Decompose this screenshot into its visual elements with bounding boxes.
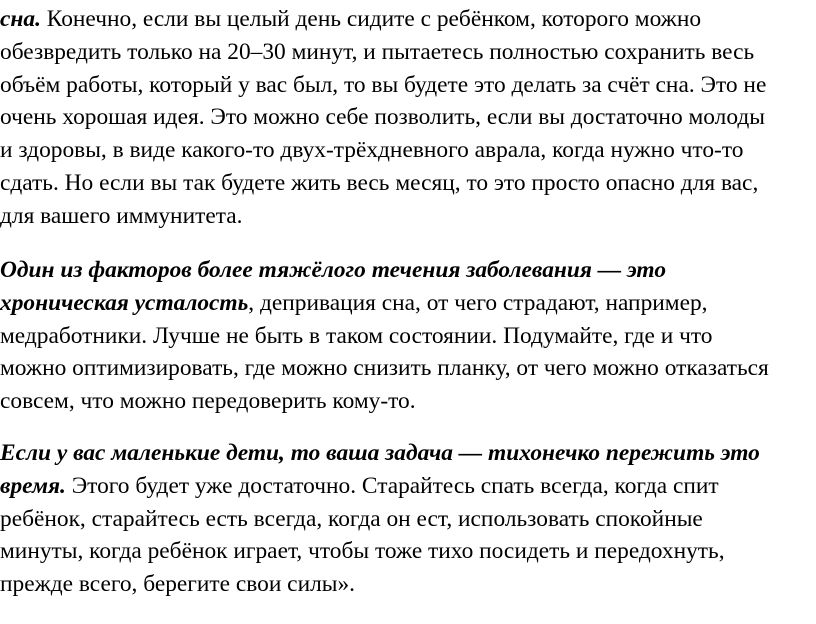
emphasis-text: хроническая усталость: [0, 289, 249, 316]
body-text: ребёнок, старайтесь есть всегда, когда он ест, использовать спокойные: [0, 505, 703, 532]
text-line: [0, 535, 725, 568]
text-line: [0, 352, 769, 385]
text-line: [0, 254, 666, 287]
body-text: Этого будет уже достаточно. Старайтесь спать всегда, когда спит: [65, 472, 719, 499]
body-text: обезвредить только на 20–30 минут, и пытаетесь полностью сохранить весь: [0, 38, 755, 65]
text-line: [0, 3, 701, 36]
emphasis-text: Если у вас маленькие дети, то ваша задача — тихонечко пережить это: [0, 440, 760, 466]
body-text: и здоровы, в виде какого-то двух-трёхдневного аврала, когда нужно что-то: [0, 137, 744, 164]
body-text: сдать. Но если вы так будете жить весь месяц, то это просто опасно для вас,: [0, 170, 759, 196]
body-text: можно оптимизировать, где можно снизить планку, от чего можно отказаться: [0, 355, 769, 382]
text-line: [0, 470, 719, 503]
body-text: совсем, что можно передоверить кому-то.: [0, 388, 416, 415]
text-line: [0, 134, 743, 167]
text-line: [0, 568, 355, 601]
text-line: [0, 385, 416, 418]
text-line: [0, 287, 708, 320]
text-line: [0, 69, 766, 102]
body-text: объём работы, который у вас был, то вы будете это делать за счёт сна. Это не: [0, 71, 767, 98]
text-line: [0, 36, 754, 69]
body-text: очень хорошая идея. Это можно себе позволить, если вы достаточно молоды: [0, 104, 765, 131]
body-text: минуты, когда ребёнок играет, чтобы тоже тихо посидеть и передохнуть,: [0, 538, 725, 565]
body-text: медработники. Лучше не быть в таком состоянии. Подумайте, где и что: [0, 322, 713, 349]
text-line: [0, 101, 765, 134]
text-line: [0, 200, 242, 233]
body-text: прежде всего, берегите свои силы».: [0, 571, 356, 598]
text-line: [0, 503, 703, 536]
emphasis-text: сна.: [0, 6, 41, 32]
text-line: [0, 167, 758, 200]
text-line: [0, 437, 760, 470]
body-text: , депривация сна, от чего страдают, например,: [248, 289, 708, 316]
text-line: [0, 320, 712, 353]
emphasis-text: время.: [0, 472, 66, 499]
body-text: для вашего иммунитета.: [0, 202, 243, 229]
emphasis-text: Один из факторов более тяжёлого течения заболевания — это: [0, 257, 667, 283]
body-text: Конечно, если вы целый день сидите с ребёнком, которого можно: [40, 6, 702, 32]
